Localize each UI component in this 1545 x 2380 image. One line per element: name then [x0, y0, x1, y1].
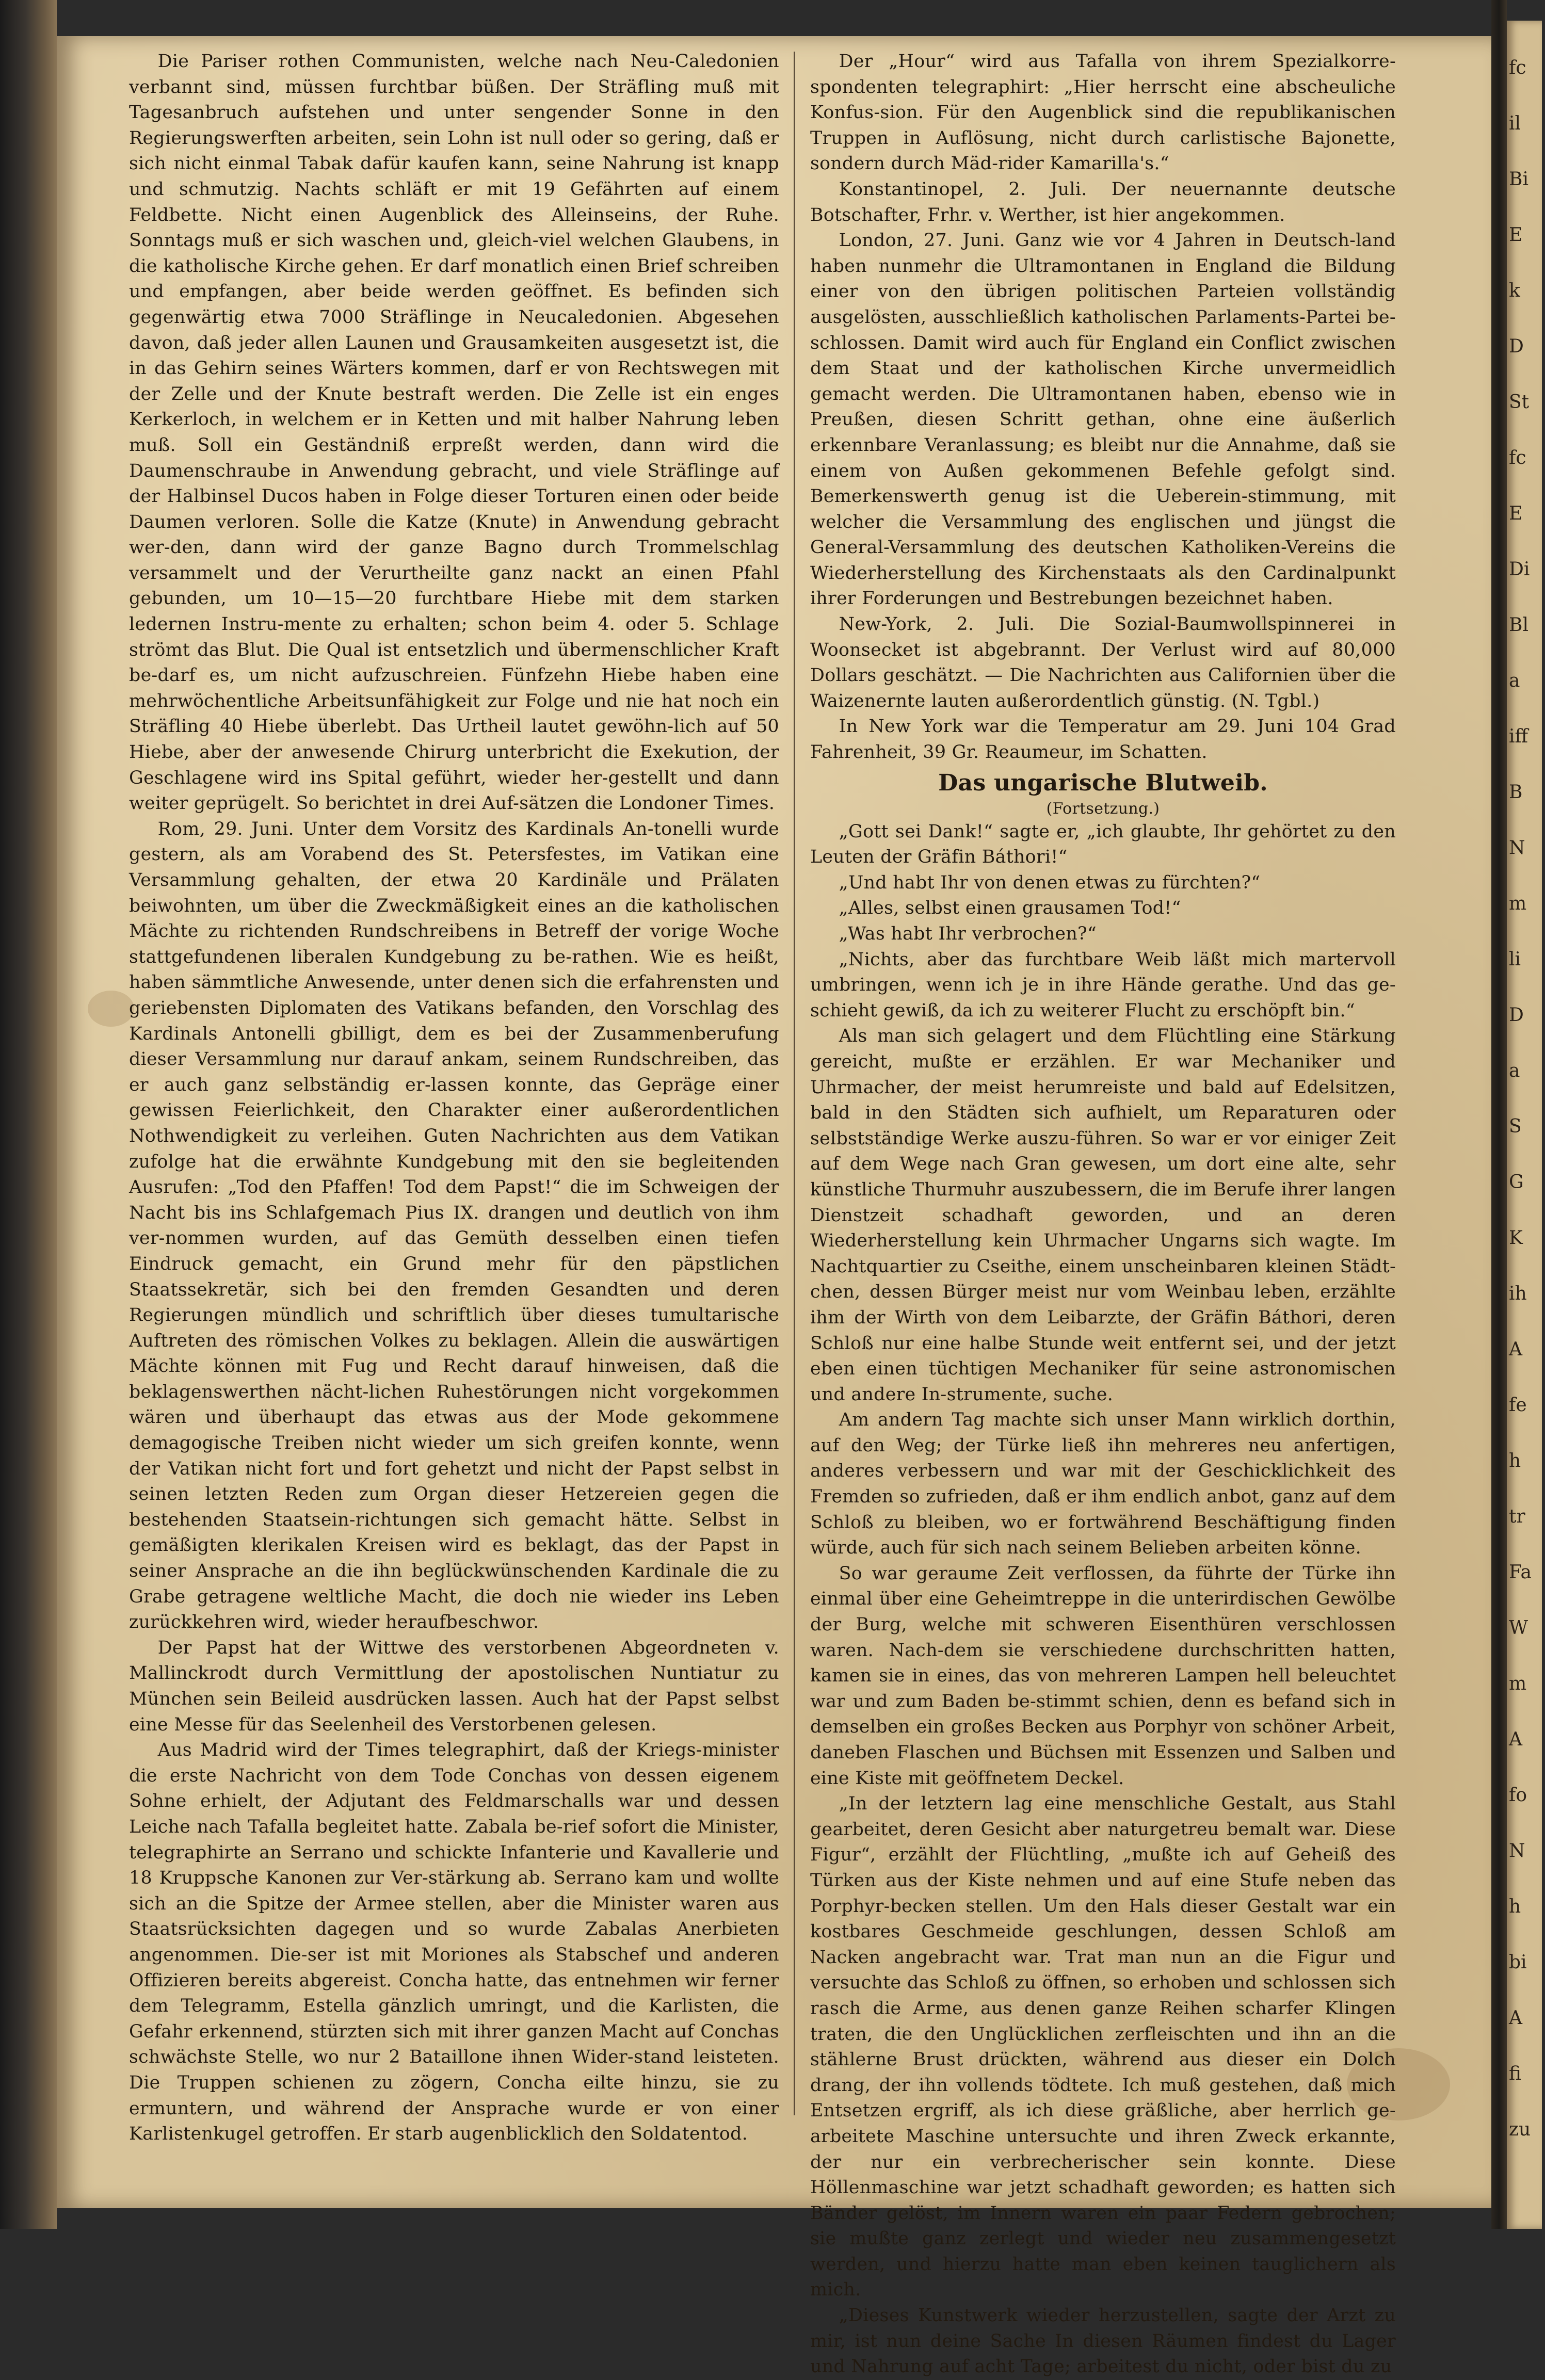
article-paragraph: „In der letztern lag eine menschliche Gestalt, aus Stahl gearbeitet, deren Gesicht aber naturgetreu bemalt war. Diese Figur“, erzählt der Flüchtling, „mußte ich auf Geheiß des Türken aus der Kiste nehmen und auf eine Stufe neben das Porphyr-becken stellen. Um den Hals dieser Gestalt war ein kostbares Geschmeide geschlungen, dessen Schloß am Nacken angebracht war. Trat man nun an die Figur und versuchte das Schloß zu öffnen, so erhoben und schlossen sich rasch die Arme, aus denen ganze Reihen scharfer Klingen traten, die den Unglücklichen zerfleischten und ihn an die stählerne Brust drückten, während aus dieser ein Dolch drang, der ihn vollends tödtete. Ich muß gestehen, daß mich Entsetzen ergriff, als ich diese gräßliche, aber herrlich ge-arbeitete Maschine untersuchte und ihren Zweck erkannte, der nur ein verbrecherischer sein konnte. Diese Höllenmaschine war jetzt schadhaft geworden; es hatten sich Bänder gelöst, im Innern waren ein paar Federn gebrochen; sie mußte ganz zerlegt und wieder neu zusammengesetzt werden, und hierzu hatte man eben keinen tauglichern als mich.: [810, 1793, 1396, 2301]
adjacent-page-text-fragment: B: [1509, 782, 1523, 803]
adjacent-page-text-fragment: Bi: [1509, 169, 1528, 190]
article-paragraph: „Nichts, aber das furchtbare Weib läßt mich martervoll umbringen, wenn ich je in ihre Hände gerathe. Und das ge-schieht gewiß, da ich zu weiterer Flucht zu erschöpft bin.“: [810, 949, 1396, 1021]
adjacent-page-text-fragment: ih: [1509, 1283, 1527, 1304]
article-paragraph: „Gott sei Dank!“ sagte er, „ich glaubte, Ihr gehörtet zu den Leuten der Gräfin Báthori!“: [810, 821, 1396, 868]
adjacent-page-text-fragment: fc: [1509, 447, 1526, 468]
adjacent-page-text-fragment: k: [1509, 280, 1520, 301]
adjacent-page-text-fragment: bi: [1509, 1952, 1527, 1973]
right-column: [810, 49, 1396, 2377]
adjacent-page-text-fragment: h: [1509, 1896, 1521, 1917]
adjacent-page-text-fragment: Di: [1509, 559, 1530, 580]
adjacent-page-text-fragment: E: [1509, 503, 1523, 524]
page-gutter: [1491, 0, 1507, 2229]
adjacent-page-text-fragment: A: [1509, 2007, 1522, 2029]
article-paragraph: So war geraume Zeit verflossen, da führte der Türke ihn einmal über eine Geheimtreppe in die unterirdischen Gewölbe der Burg, welche mit schweren Eisenthüren verschlossen waren. Nach-dem sie verschiedene durchschritten hatten, kamen sie in eines, das von mehreren Lampen hell beleuchtet war und zum Baden be-stimmt schien, denn es befand sich in demselben ein großes Becken aus Porphyr von schöner Arbeit, daneben Flaschen und Büchsen mit Essenzen und Salben und eine Kiste mit geöffnetem Deckel.: [810, 1563, 1396, 1789]
adjacent-page-text-fragment: il: [1509, 113, 1521, 134]
adjacent-page-text-fragment: S: [1509, 1116, 1522, 1137]
adjacent-page-text-fragment: fe: [1509, 1395, 1527, 1416]
article-paragraph: Als man sich gelagert und dem Flüchtling eine Stärkung gereicht, mußte er erzählen. Er war Mechaniker und Uhrmacher, der meist herumreiste und bald auf Edelsitzen, bald in den Städten sich aufhielt, um Reparaturen oder selbstständige Werke auszu-führen. So war er vor einiger Zeit auf dem Wege nach Gran gewesen, um dort eine alte, sehr künstliche Thurmuhr auszubessern, die im Berufe ihrer langen Dienstzeit schadhaft geworden, und an deren Wiederherstellung kein Uhrmacher Ungarns sich wagte. Im Nachtquartier zu Cseithe, einem unscheinbaren kleinen Städt-chen, dessen Bürger meist nur vom Weinbau leben, erzählte ihm der Wirth von dem Leibarzte, der Gräfin Báthori, deren Schloß nur eine halbe Stunde weit entfernt sei, und der jetzt eben einen tüchtigen Mechaniker für seine astronomischen und andere In-strumente, suche.: [810, 1026, 1396, 1405]
article-paragraph: Die Pariser rothen Communisten, welche nach Neu-Caledonien verbannt sind, müssen furchtbar büßen. Der Sträfling muß mit Tagesanbruch aufstehen und unter sengender Sonne in den Regierungswerften arbeiten, sein Lohn ist null oder so gering, daß er sich nicht einmal Tabak dafür kaufen kann, seine Nahrung ist knapp und schmutzig. Nachts schläft er mit 19 Gefährten auf einem Feldbette. Nicht einen Augenblick des Alleinseins, der Ruhe. Sonntags muß er sich waschen und, gleich-viel welchen Glaubens, in die katholische Kirche gehen. Er darf monatlich einen Brief schreiben und empfangen, aber beide werden geöffnet. Es befinden sich gegenwärtig etwa 7000 Sträflinge in Neucaledonien. Abgesehen davon, daß jeder allen Launen und Grausamkeiten ausgesetzt ist, die in das Gehirn seines Wärters kommen, darf er von Rechtswegen mit der Zelle und der Knute bestraft werden. Die Zelle ist ein enges Kerkerloch, in welchem er in Ketten und mit halber Nahrung leben muß. Soll ein Geständniß erpreßt werden, dann wird die Daumenschraube in Anwendung gebracht, und viele Sträflinge auf der Halbinsel Ducos haben in Folge dieser Torturen einen oder beide Daumen verloren. Solle die Katze (Knute) in Anwendung gebracht wer-den, dann wird der ganze Bagno durch Trommelschlag versammelt und der Verurtheilte ganz nackt an einen Pfahl gebunden, um 10—15—20 furchtbare Hiebe mit dem starken ledernen Instru-mente zu erhalten; schon beim 4. oder 5. Schlage strömt das Blut. Die Qual ist entsetzlich und übermenschlicher Kraft be-darf es, um nicht aufzuschreien. Fünfzehn Hiebe haben eine mehrwöchentliche Arbeitsunfähigkeit zur Folge und nie hat noch ein Sträfling 40 Hiebe überlebt. Das Urtheil lautet gewöhn-lich auf 50 Hiebe, aber der anwesende Chirurg unterbricht die Exekution, der Geschlagene wird ins Spital geführt, wieder her-gestellt und dann weiter geprügelt. So berichtet in drei Auf-sätzen die Londoner Times.: [129, 51, 779, 814]
article-paragraph: Aus Madrid wird der Times telegraphirt, daß der Kriegs-minister die erste Nachricht von dem Tode Conchas von dessen eigenem Sohne erhielt, der Adjutant des Feldmarschalls war und dessen Leiche nach Tafalla begleitet hatte. Zabala be-rief sofort die Minister, telegraphirte an Serrano und schickte Infanterie und Kavallerie und 18 Kruppsche Kanonen zur Ver-stärkung ab. Serrano kam und wollte sich an die Spitze der Armee stellen, aber die Minister waren aus Staatsrücksichten dagegen und so wurde Zabalas Anerbieten angenommen. Die-ser ist mit Moriones als Stabschef und anderen Offizieren bereits abgereist. Concha hatte, das entnehmen wir ferner dem Telegramm, Estella gänzlich umringt, und die Karlisten, die Gefahr erkennend, stürzten sich mit ihrer ganzen Macht auf Conchas schwächste Stelle, wo nur 2 Bataillone ihnen Wider-stand leisteten. Die Truppen schienen zu zögern, Concha eilte hinzu, sie zu ermuntern, und während der Ansprache wurde er von einer Karlistenkugel getroffen. Er starb augenblicklich den Soldatentod.: [129, 1740, 779, 2145]
adjacent-page-text-fragment: E: [1509, 224, 1523, 246]
adjacent-page-text-fragment: a: [1509, 670, 1520, 691]
article-paragraph: „Und habt Ihr von denen etwas zu fürchten?“: [839, 872, 1261, 893]
article-paragraph: In New York war die Temperatur am 29. Juni 104 Grad Fahrenheit, 39 Gr. Reaumeur, im Schatten.: [810, 716, 1396, 763]
adjacent-page-text-fragment: W: [1509, 1617, 1528, 1639]
article-paragraph: „Was habt Ihr verbrochen?“: [839, 924, 1097, 944]
article-paragraph: Am andern Tag machte sich unser Mann wirklich dorthin, auf den Weg; der Türke ließ ihn mehreres neu anfertigen, anderes verbessern und war mit der Geschicklichkeit des Fremden so zufrieden, daß er ihm endlich anbot, ganz auf dem Schloß zu bleiben, wo er fortwährend Beschäftigung finden würde, auch für sich nach seinem Belieben arbeiten könne.: [810, 1410, 1396, 1559]
book-binding: [0, 0, 57, 2229]
adjacent-page-text-fragment: A: [1509, 1729, 1522, 1750]
article-paragraph: New-York, 2. Juli. Die Sozial-Baumwollspinnerei in Woonsecket ist abgebrannt. Der Verlust wird auf 80,000 Dollars geschätzt. — Die Nachrichten aus Californien über die Waizenernte lauten außerordentlich günstig. (N. Tgbl.): [810, 614, 1396, 711]
story-subtitle: (Fortsetzung.): [1046, 799, 1160, 818]
adjacent-page-text-fragment: fi: [1509, 2063, 1522, 2084]
adjacent-page-text-fragment: N: [1509, 1840, 1525, 1861]
adjacent-page-edge: [1507, 21, 1542, 2229]
article-paragraph: „Dieses Kunstwerk wieder herzustellen, sagte der Arzt zu mir, ist nun deine Sache In diesen Räumen findest du Lager und Nahrung auf acht Tage; arbeitest du nicht, oder bist du zu: [810, 2305, 1396, 2377]
story-title: Das ungarische Blutweib.: [938, 769, 1268, 796]
adjacent-page-text-fragment: D: [1509, 336, 1524, 357]
adjacent-page-text-fragment: St: [1509, 392, 1530, 413]
article-paragraph: Rom, 29. Juni. Unter dem Vorsitz des Kardinals An-tonelli wurde gestern, als am Vorabend des St. Petersfestes, im Vatikan eine Versammlung gehalten, der etwa 20 Kardinäle und Prälaten beiwohnten, um über die Zweckmäßigkeit eines an die katholischen Mächte zu richtenden Rundschreibens in Betreff der vorige Woche stattgefundenen liberalen Kundgebung zu be-rathen. Wie es heißt, haben sämmtliche Anwesende, unter denen sich die erfahrensten und geriebensten Diplomaten des Vatikans befanden, den Vorschlag des Kardinals Antonelli gbilligt, dem es bei der Zusammenberufung dieser Versammlung nur darauf ankam, seinem Rundschreiben, das er auch ganz selbständig er-lassen konnte, das Gepräge einer gewissen Feierlichkeit, den Charakter einer außerordentlichen Nothwendigkeit zu verleihen. Guten Nachrichten aus dem Vatikan zufolge hat die erwähnte Kundgebung mit den sie begleitenden Ausrufen: „Tod den Pfaffen! Tod dem Papst!“ die im Schweigen der Nacht bis ins Schlafgemach Pius IX. drangen und deutlich von ihm ver-nommen wurden, auf das Gemüth desselben einen tiefen Eindruck gemacht, ein Grund mehr für den päpstlichen Staatssekretär, sich bei den fremden Gesandten und deren Regierungen mündlich und schriftlich über dieses tumultarische Auftreten des römischen Volkes zu beklagen. Allein die auswärtigen Mächte können mit Fug und Recht darauf hinweisen, daß die beklagenswerthen nächt-lichen Ruhestörungen nicht vorgekommen wären und überhaupt das etwas aus der Mode gekommene demagogische Treiben nicht wieder um sich greifen konnte, wenn der Vatikan nicht fort und fort gehetzt und nicht der Papst selbst in seinen letzten Reden zum Organ dieser Hetzereien gegen die bestehenden Staatsein-richtungen sich gemacht hätte. Selbst in gemäßigten klerikalen Kreisen wird es beklagt, das der Papst in seiner Ansprache an die ihn beglückwünschenden Kardinale die zu Grabe getragene weltliche Macht, die doch nie wieder ins Leben zurückkehren wird, wieder heraufbeschwor.: [129, 818, 779, 1633]
adjacent-page-text-fragment: Bl: [1509, 614, 1528, 636]
adjacent-page-text-fragment: tr: [1509, 1506, 1525, 1527]
adjacent-page-text-fragment: K: [1509, 1227, 1523, 1249]
article-paragraph: Der „Hour“ wird aus Tafalla von ihrem Spezialkorre-spondenten telegraphirt: „Hier herrscht eine abscheuliche Konfus-sion. Für den Augenblick sind die republikanischen Truppen in Auflösung, nicht durch carlistische Bajonette, sondern durch Mäd-rider Kamarilla's.“: [810, 51, 1396, 174]
left-column: [129, 49, 779, 2164]
adjacent-page-text-fragment: fc: [1509, 57, 1526, 78]
adjacent-page-text-fragment: Fa: [1509, 1562, 1532, 1583]
adjacent-page-text-fragment: zu: [1509, 2119, 1531, 2140]
article-paragraph: London, 27. Juni. Ganz wie vor 4 Jahren in Deutsch-land haben nunmehr die Ultramontanen in England die Bildung einer von den übrigen politischen Parteien vollständig ausgelösten, ausschließlich katholischen Parlaments-Partei be-schlossen. Damit wird auch für England ein Conflict zwischen dem Staat und der katholischen Kirche unvermeidlich gemacht werden. Die Ultramontanen haben, ebenso wie in Preußen, diesen Schritt gethan, ohne eine äußerlich erkennbare Veranlassung; es bleibt nur die Annahme, daß sie einem von Außen gekommenen Befehle gefolgt sind. Bemerkenswerth genug ist die Ueberein-stimmung, mit welcher die Versammlung des englischen und jüngst die General-Versammlung des deutschen Katholiken-Vereins die Wiederherstellung des Kirchenstaats als den Cardinalpunkt ihrer Forderungen und Bestrebungen bezeichnet haben.: [810, 230, 1396, 609]
adjacent-page-text-fragment: li: [1509, 949, 1521, 970]
adjacent-page-text-fragment: fo: [1509, 1785, 1527, 1806]
adjacent-page-text-fragment: m: [1509, 893, 1527, 914]
paper-stain: [88, 991, 134, 1027]
adjacent-page-text-fragment: iff: [1509, 726, 1528, 747]
adjacent-page-text-fragment: A: [1509, 1339, 1522, 1360]
article-paragraph: Konstantinopel, 2. Juli. Der neuernannte deutsche Botschafter, Frhr. v. Werther, ist hier angekommen.: [810, 179, 1396, 225]
article-paragraph: „Alles, selbst einen grausamen Tod!“: [839, 898, 1181, 919]
adjacent-page-text-fragment: D: [1509, 1005, 1524, 1026]
adjacent-page-text-fragment: N: [1509, 837, 1525, 859]
article-paragraph: Der Papst hat der Wittwe des verstorbenen Abgeordneten v. Mallinckrodt durch Vermittlung der apostolischen Nuntiatur zu München sein Beileid ausdrücken lassen. Auch hat der Papst selbst eine Messe für das Seelenheil des Verstorbenen gelesen.: [129, 1637, 779, 1735]
adjacent-page-text-fragment: a: [1509, 1060, 1520, 1081]
adjacent-page-text-fragment: G: [1509, 1172, 1524, 1193]
column-rule: [794, 52, 795, 2115]
adjacent-page-text-fragment: m: [1509, 1673, 1527, 1694]
adjacent-page-text-fragment: h: [1509, 1450, 1521, 1471]
